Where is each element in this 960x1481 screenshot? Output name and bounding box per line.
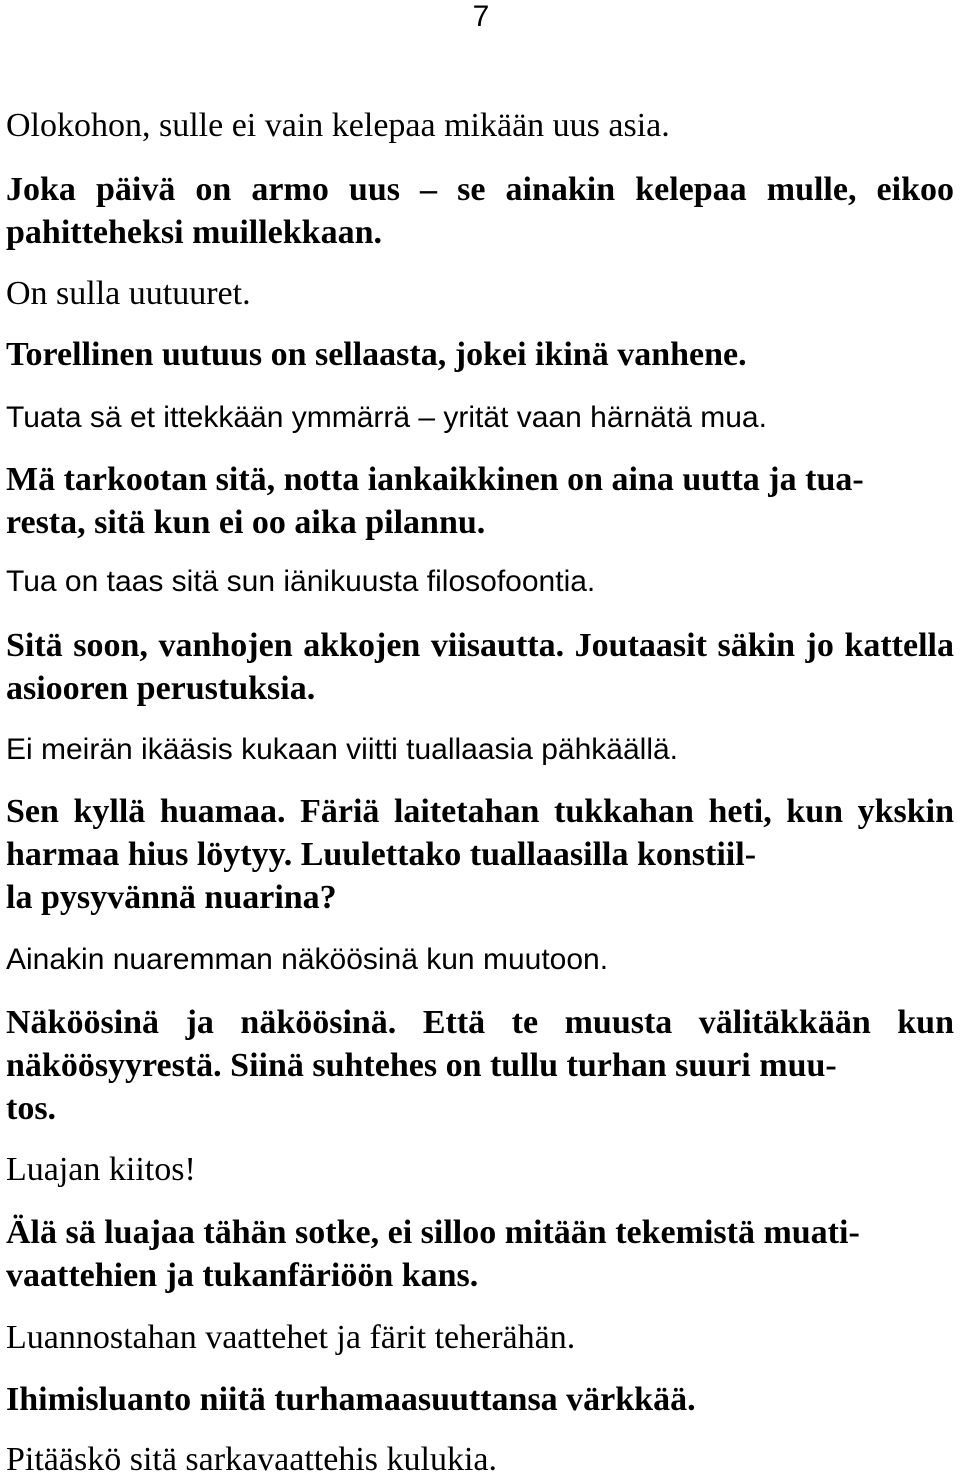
- dialogue-line-12: Näköösinä ja näköösinä. Että te muusta välitäkkään kun näköösyyrestä. Siinä suhtehes on tullu turhan suuri muu- tos.: [6, 1004, 954, 1127]
- dialogue-line-5: Tuata sä et ittekkään ymmärrä – yrität vaan härnätä mua.: [6, 401, 767, 434]
- dialogue-line-13: Luajan kiitos!: [6, 1151, 196, 1188]
- page-number: 7: [472, 0, 490, 33]
- dialogue-line-7: Tua on taas sitä sun iänikuusta filosofoontia.: [6, 565, 596, 598]
- dialogue-line-6: Mä tarkootan sitä, notta iankaikkinen on aina uutta ja tua- resta, sitä kun ei oo aika pilannu.: [6, 461, 864, 541]
- dialogue-line-15: Luannostahan vaattehet ja färit teherähän.: [6, 1319, 576, 1356]
- dialogue-line-3: On sulla uutuuret.: [6, 275, 251, 312]
- dialogue-line-2: Joka päivä on armo uus – se ainakin kelepaa mulle, eikoo pahitteheksi muillekkaan.: [6, 171, 954, 251]
- dialogue-line-10: Sen kyllä huamaa. Färiä laitetahan tukkahan heti, kun ykskin harmaa hius löytyy. Luulettako tuallaasilla konstiil- la pysyvännä nuarina?: [6, 793, 954, 916]
- dialogue-line-9: Ei meirän ikääsis kukaan viitti tuallaasia pähkäällä.: [6, 733, 679, 766]
- dialogue-line-16: Ihimisluanto niitä turhamaasuuttansa värkkää.: [6, 1381, 696, 1418]
- dialogue-line-14: Älä sä luajaa tähän sotke, ei silloo mitään tekemistä muati- vaattehien ja tukanfäriöön kans.: [6, 1214, 860, 1294]
- dialogue-line-4: Torellinen uutuus on sellaasta, jokei ikinä vanhene.: [6, 336, 747, 373]
- dialogue-line-17: Pitääskö sitä sarkavaattehis kulukia.: [6, 1441, 497, 1478]
- dialogue-line-8: Sitä soon, vanhojen akkojen viisautta. Joutaasit säkin jo kattella asiooren perustuksia.: [6, 627, 954, 707]
- dialogue-line-1: Olokohon, sulle ei vain kelepaa mikään uus asia.: [6, 107, 670, 144]
- dialogue-line-11: Ainakin nuaremman näköösinä kun muutoon.: [6, 943, 609, 976]
